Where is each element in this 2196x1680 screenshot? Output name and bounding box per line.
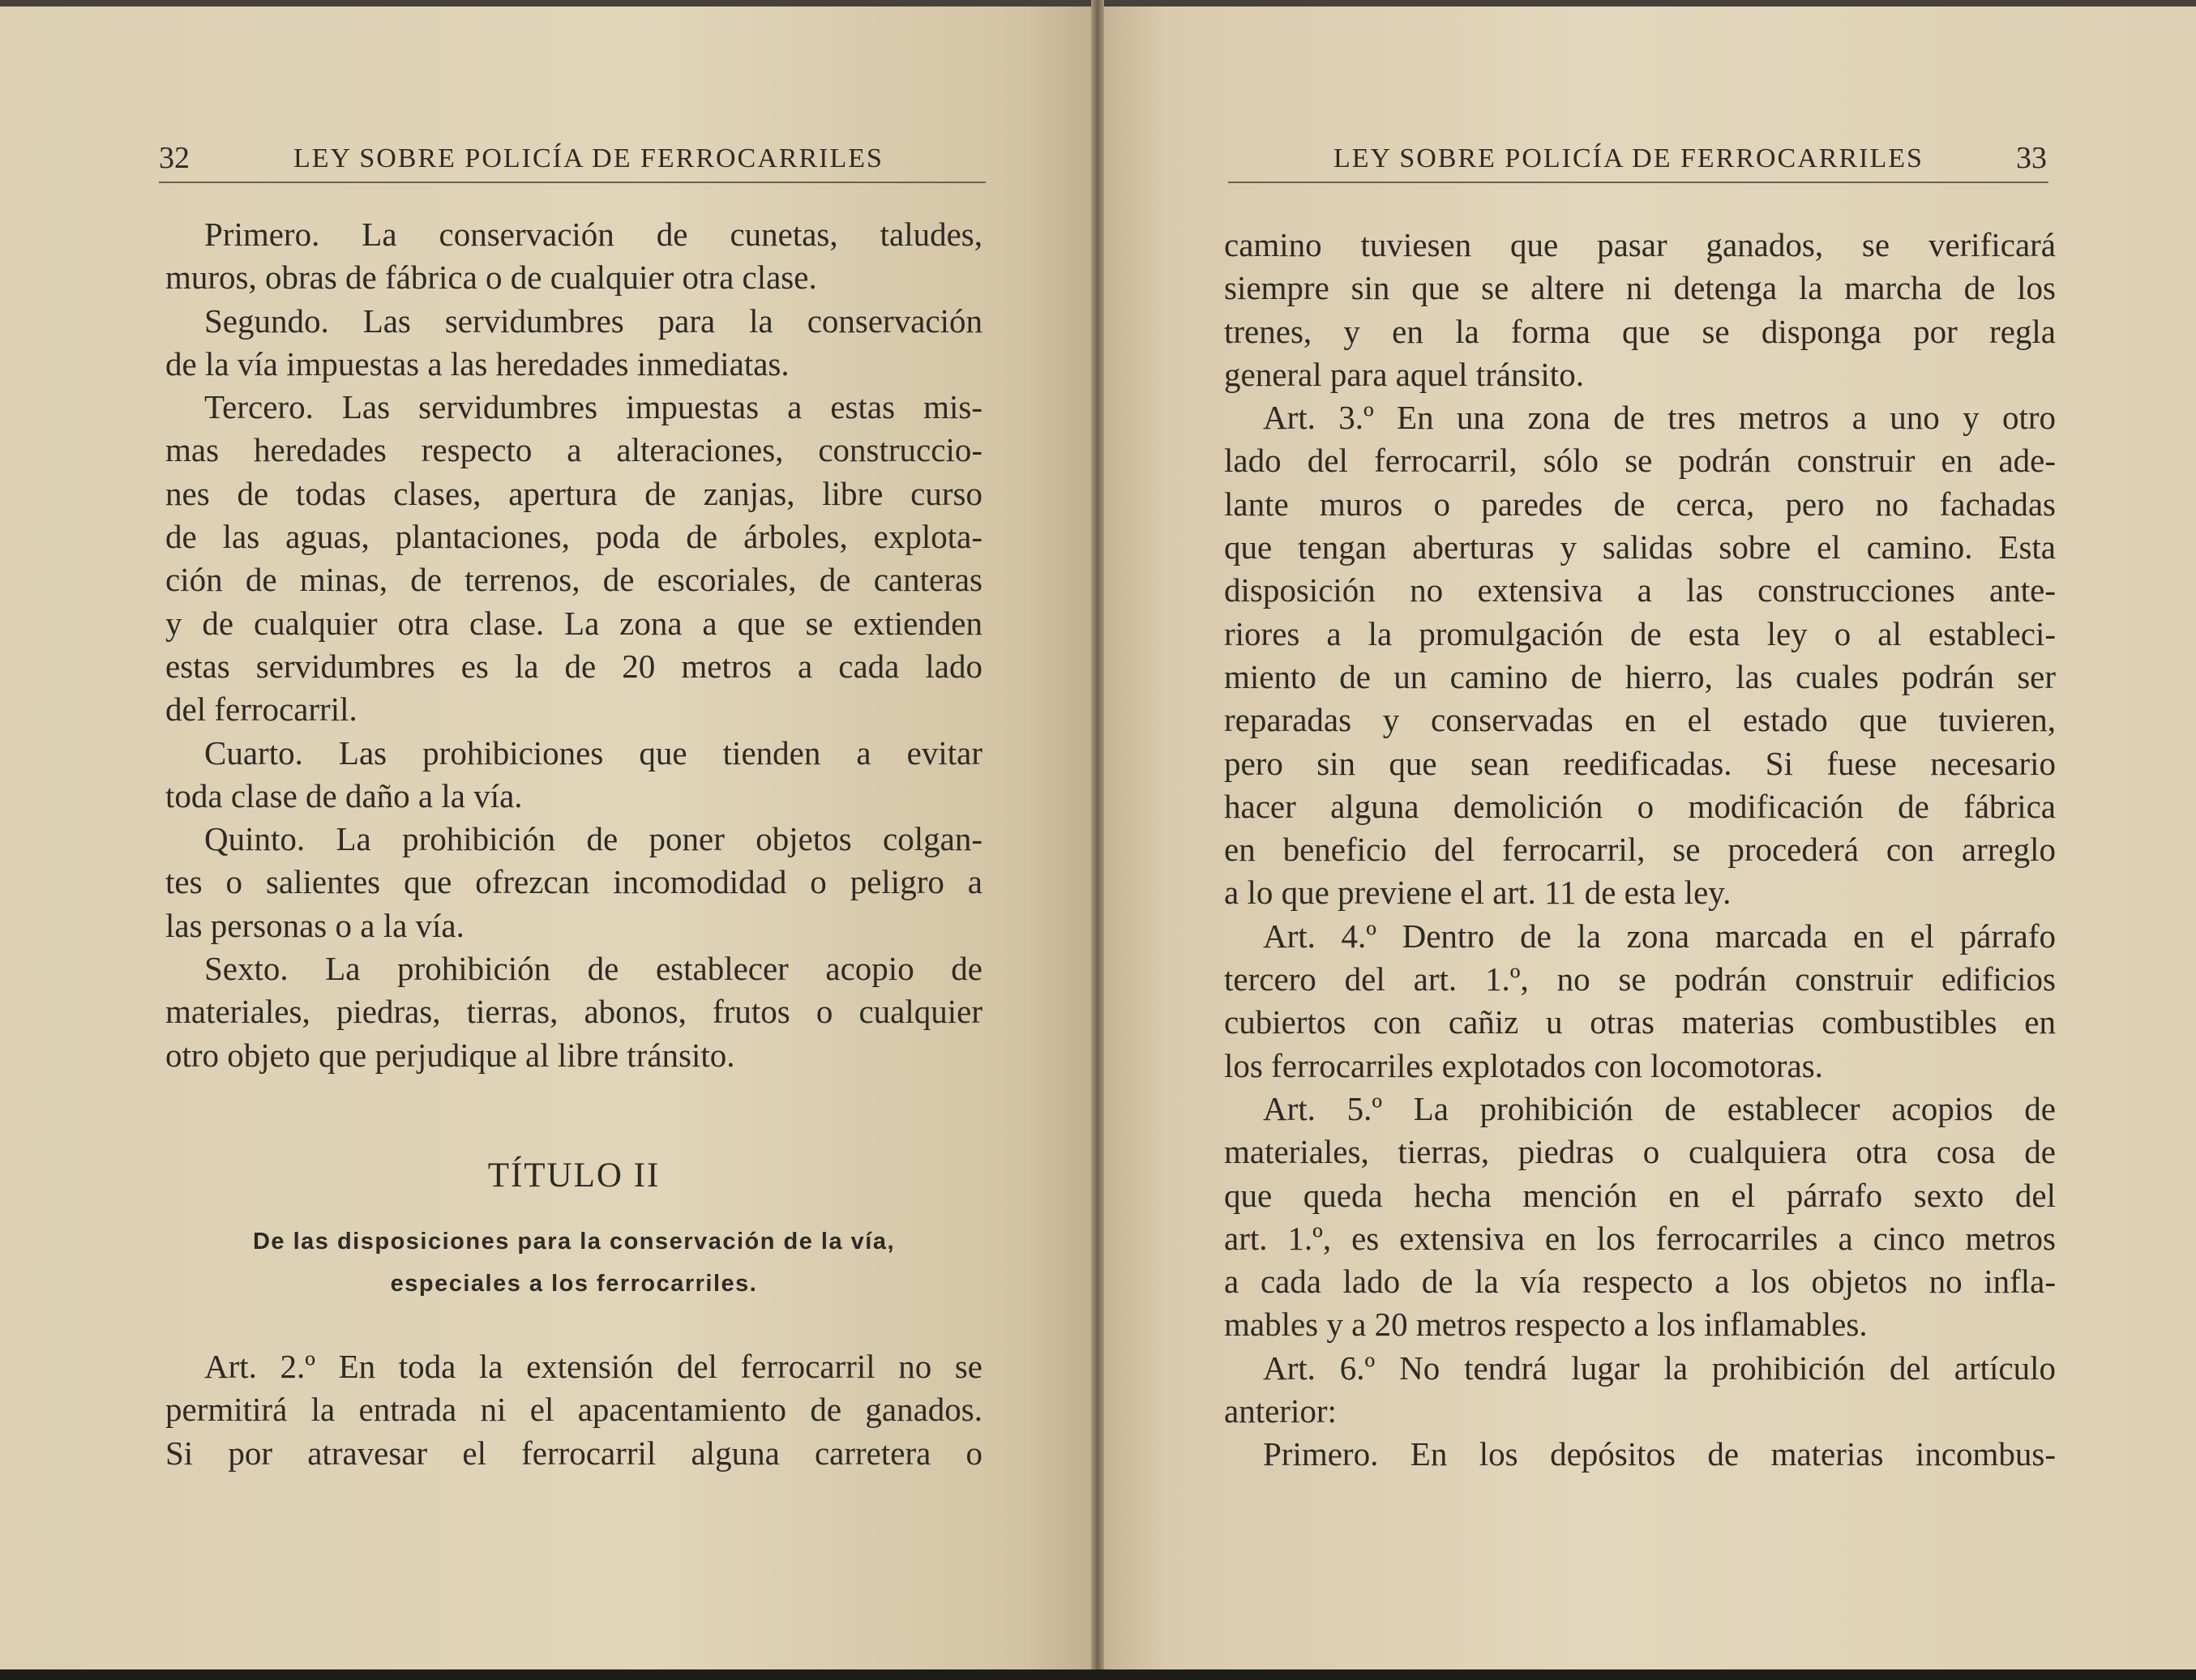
left-page-lower-body xyxy=(165,1345,982,1475)
right-page-number: 33 xyxy=(2016,141,2047,175)
right-header-rule xyxy=(1228,182,2048,183)
bottom-edge xyxy=(0,1669,2196,1680)
text-line: de la vía impuestas a las heredades inmediatas. xyxy=(165,344,790,383)
text-line: Primero. En los depósitos de materias incombus- xyxy=(1263,1435,2056,1473)
text-line: tes o salientes que ofrezcan incomodidad o peligro a xyxy=(165,863,982,901)
text-line: lado del ferrocarril, sólo se podrán construir en ade- xyxy=(1224,442,2056,480)
left-page-number: 32 xyxy=(159,141,190,175)
text-line: otro objeto que perjudique al libre tránsito. xyxy=(165,1036,735,1074)
text-line: Sexto. La prohibición de establecer acopio de xyxy=(204,950,982,988)
book-gutter xyxy=(1091,0,1104,1680)
text-line: tercero del art. 1.º, no se podrán construir edificios xyxy=(1224,960,2056,998)
text-line: nes de todas clases, apertura de zanjas, libre curso xyxy=(165,474,982,512)
text-line: que tengan aberturas y salidas sobre el camino. Esta xyxy=(1224,528,2056,566)
left-header-rule xyxy=(159,182,986,183)
left-running-head: LEY SOBRE POLICÍA DE FERROCARRILES xyxy=(293,143,884,173)
text-line: art. 1.º, es extensiva en los ferrocarriles a cinco metros xyxy=(1224,1219,2056,1257)
text-line: materiales, tierras, piedras o cualquiera otra cosa de xyxy=(1224,1133,2056,1171)
text-line: reparadas y conservadas en el estado que tuvieren, xyxy=(1224,701,2056,739)
text-line: materiales, piedras, tierras, abonos, frutos o cualquier xyxy=(165,993,982,1031)
text-line: y de cualquier otra clase. La zona a que se extienden xyxy=(165,604,982,642)
text-line: siempre sin que se altere ni detenga la marcha de los xyxy=(1224,269,2056,307)
text-line: estas servidumbres es la de 20 metros a cada lado xyxy=(165,647,982,685)
right-page-header xyxy=(1228,140,2047,186)
text-line: a lo que previene el art. 11 de esta ley. xyxy=(1224,874,1732,912)
text-line: anterior: xyxy=(1224,1392,1337,1430)
text-line: Art. 3.º En una zona de tres metros a uno y otro xyxy=(1263,399,2056,437)
right-page-body xyxy=(1224,224,2056,1477)
left-page-header xyxy=(159,140,984,186)
section-subtitle-line-1: De las disposiciones para la conservación de la vía, xyxy=(252,1229,896,1255)
text-line: las personas o a la vía. xyxy=(165,906,464,944)
text-line: Art. 5.º La prohibición de establecer acopios de xyxy=(1263,1089,2056,1127)
text-line: trenes, y en la forma que se disponga por regla xyxy=(1224,312,2056,350)
text-line: a cada lado de la vía respecto a los objetos no infla- xyxy=(1224,1263,2056,1301)
left-page-body xyxy=(165,213,982,1077)
text-line: cubiertos con cañiz u otras materias combustibles en xyxy=(1224,1003,2056,1041)
text-line: Art. 2.º En toda la extensión del ferrocarril no se xyxy=(204,1348,982,1385)
text-line: toda clase de daño a la vía. xyxy=(165,776,523,814)
text-line: mables y a 20 metros respecto a los inflamables. xyxy=(1224,1306,1868,1344)
text-line: miento de un camino de hierro, las cuales podrán ser xyxy=(1224,657,2056,695)
text-line: Quinto. La prohibición de poner objetos colgan- xyxy=(204,820,982,858)
text-line: los ferrocarriles explotados con locomotoras. xyxy=(1224,1046,1823,1084)
left-page xyxy=(0,6,1096,1669)
text-line: que queda hecha mención en el párrafo sexto del xyxy=(1224,1176,2056,1214)
text-line: ción de minas, de terrenos, de escoriales, de canteras xyxy=(165,561,982,599)
text-line: hacer alguna demolición o modificación de fábrica xyxy=(1224,787,2056,825)
section-title: TÍTULO II xyxy=(487,1156,661,1195)
text-line: lante muros o paredes de cerca, pero no fachadas xyxy=(1224,485,2056,523)
text-line: pero sin que sean reedificadas. Si fuese necesario xyxy=(1224,744,2056,782)
text-line: Tercero. Las servidumbres impuestas a estas mis- xyxy=(204,388,982,426)
text-line: permitirá la entrada ni el apacentamiento de ganados. xyxy=(165,1391,982,1429)
text-line: de las aguas, plantaciones, poda de árboles, explota- xyxy=(165,518,982,556)
text-line: Si por atravesar el ferrocarril alguna carretera o xyxy=(165,1434,982,1472)
text-line: del ferrocarril. xyxy=(165,690,357,729)
text-line: Cuarto. Las prohibiciones que tienden a evitar xyxy=(204,733,982,772)
text-line: mas heredades respecto a alteraciones, construccio- xyxy=(165,431,982,469)
right-running-head: LEY SOBRE POLICÍA DE FERROCARRILES xyxy=(1333,143,1924,173)
text-line: en beneficio del ferrocarril, se procederá con arreglo xyxy=(1224,831,2056,869)
text-line: muros, obras de fábrica o de cualquier otra clase. xyxy=(165,259,817,297)
text-line: general para aquel tránsito. xyxy=(1224,355,1584,393)
section-subtitle-line-2: especiales a los ferrocarriles. xyxy=(390,1271,758,1297)
text-line: disposición no extensiva a las construcciones ante- xyxy=(1224,571,2056,609)
text-line: Art. 6.º No tendrá lugar la prohibición del artículo xyxy=(1263,1349,2056,1387)
text-line: Segundo. Las servidumbres para la conservación xyxy=(204,301,982,340)
right-page xyxy=(1101,6,2196,1669)
text-line: Art. 4.º Dentro de la zona marcada en el párrafo xyxy=(1263,917,2056,955)
text-line: riores a la promulgación de esta ley o al estableci- xyxy=(1224,614,2056,652)
text-line: Primero. La conservación de cunetas, taludes, xyxy=(204,216,982,253)
text-line: camino tuviesen que pasar ganados, se verificará xyxy=(1224,226,2056,263)
